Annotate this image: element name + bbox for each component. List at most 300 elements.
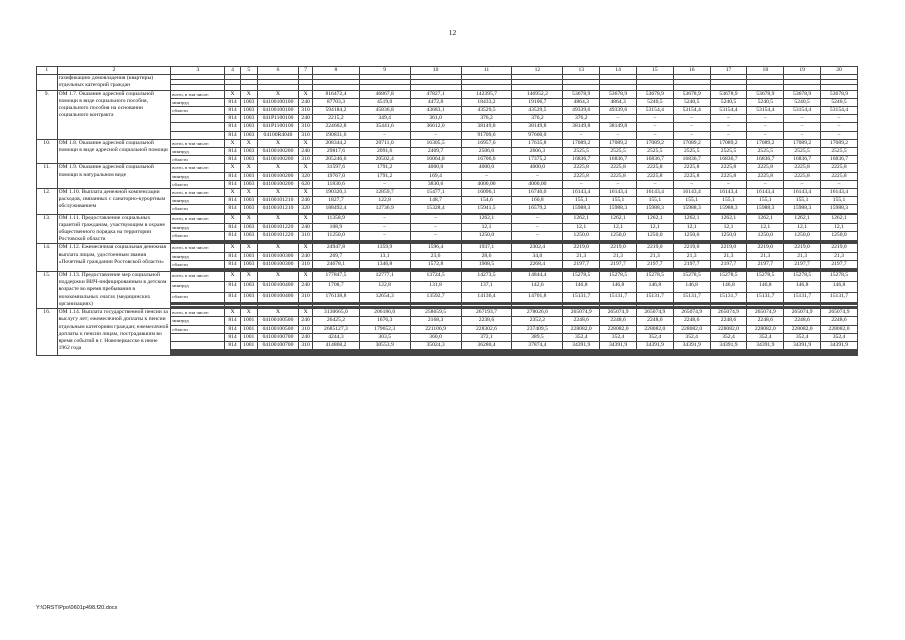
amount-cell: 2225,8 xyxy=(710,164,747,172)
amount-cell: 15278,5 xyxy=(636,272,673,282)
amount-cell: 146,8 xyxy=(636,282,673,292)
executor-cell: области xyxy=(171,325,225,333)
csr-code: 04100100200 xyxy=(257,180,298,188)
rzpr-code: 1003 xyxy=(240,98,257,106)
csr-code: 04100100700 xyxy=(257,341,298,349)
amount-cell: 15131,7 xyxy=(821,292,858,302)
amount-cell: 16836,7 xyxy=(747,156,784,164)
amount-cell: 20502,4 xyxy=(359,156,410,164)
amount-cell: 2225,8 xyxy=(747,164,784,172)
empty-cell xyxy=(359,355,410,356)
amount-cell: – xyxy=(512,232,563,241)
table-header-row xyxy=(37,67,858,75)
amount-cell: 53678,9 xyxy=(673,90,710,98)
column-header: 9 xyxy=(359,67,410,75)
amount-cell: 43529,5 xyxy=(512,107,563,115)
rzpr-code: 1003 xyxy=(240,131,257,139)
row-number: 9. xyxy=(37,90,58,139)
rzpr-code: 1003 xyxy=(240,197,257,205)
vr-code: X xyxy=(299,214,313,223)
amount-cell: 16836,7 xyxy=(563,156,600,164)
amount-cell: 352,4 xyxy=(710,333,747,341)
amount-cell: – xyxy=(784,131,821,139)
measure-name: ОМ 1.8. Оказание адресной социальной помощи в виде адресной социальной помощи xyxy=(57,139,171,164)
amount-cell: 160,8 xyxy=(512,197,563,205)
amount-cell: – xyxy=(410,223,461,232)
row-number: 13. xyxy=(37,214,58,244)
executor-cell: минтруд xyxy=(171,252,225,260)
amount-cell: – xyxy=(710,123,747,131)
amount-cell: 15131,7 xyxy=(747,292,784,302)
amount-cell: 3130665,0 xyxy=(313,309,360,317)
executor-cell: области xyxy=(171,205,225,213)
table-row xyxy=(37,309,858,317)
amount-cell: 2197,7 xyxy=(821,260,858,268)
amount-cell: 15988,3 xyxy=(563,205,600,213)
amount-cell: 34391,9 xyxy=(747,341,784,349)
amount-cell: 49339,6 xyxy=(600,107,637,115)
amount-cell: 2225,8 xyxy=(821,164,858,172)
rzpr-code: 1003 xyxy=(240,205,257,213)
amount-cell: 155,1 xyxy=(636,197,673,205)
amount-cell: 228302,6 xyxy=(461,325,512,333)
amount-cell: 21,3 xyxy=(563,252,600,260)
amount-cell: 155,1 xyxy=(710,197,747,205)
amount-cell: 21,3 xyxy=(747,252,784,260)
amount-cell: 1596,4 xyxy=(410,244,461,252)
amount-cell: 15328,4 xyxy=(410,205,461,213)
row-number: 12. xyxy=(37,189,58,215)
amount-cell: – xyxy=(673,131,710,139)
executor-cell xyxy=(171,333,225,341)
amount-cell: 13592,7 xyxy=(410,292,461,302)
table-row xyxy=(37,164,858,172)
rzpr-code: 1001 xyxy=(240,333,257,341)
amount-cell: 1262,1 xyxy=(636,214,673,223)
table-row xyxy=(37,272,858,282)
amount-cell: 16143,4 xyxy=(600,189,637,197)
amount-cell: 2225,8 xyxy=(821,172,858,180)
amount-cell: 258659,5 xyxy=(410,309,461,317)
amount-cell: – xyxy=(359,131,410,139)
amount-cell: 16740,0 xyxy=(512,189,563,197)
amount-cell: 4244,3 xyxy=(313,333,360,341)
rzpr-code: 1001 xyxy=(240,341,257,349)
csr-code: X xyxy=(257,309,298,317)
amount-cell: 1572,8 xyxy=(410,260,461,268)
amount-cell: 17089,2 xyxy=(600,139,637,147)
vr-code: 240 xyxy=(299,223,313,232)
amount-cell: 1708,7 xyxy=(313,282,360,292)
amount-cell: 16143,4 xyxy=(563,189,600,197)
amount-cell: 1250,0 xyxy=(673,232,710,241)
budget-table-wrap xyxy=(36,66,858,356)
amount-cell: 12,1 xyxy=(747,223,784,232)
amount-cell: 38149,8 xyxy=(461,123,512,131)
amount-cell: – xyxy=(359,214,410,223)
budget-table xyxy=(36,66,858,356)
amount-cell: 269,7 xyxy=(313,252,360,260)
amount-cell: 169,4 xyxy=(410,172,461,180)
measure-name: ОМ 1.14. Выплата государственной пенсии за выслугу лет; ежемесячной доплаты к пенсии отдельным категориям граждан; ежемесячной доплаты к пенсии лицам, пострадавшим во время событий в г. Новочеркасске в июне 1962 года xyxy=(57,309,171,356)
amount-cell: 122,8 xyxy=(359,197,410,205)
amount-cell: 21,3 xyxy=(784,252,821,260)
grbs-code: 814 xyxy=(225,197,240,205)
empty-cell xyxy=(784,355,821,356)
amount-cell: 1262,1 xyxy=(461,214,512,223)
amount-cell: 2238,6 xyxy=(461,317,512,325)
amount-cell: 21,3 xyxy=(636,252,673,260)
vr-code: 240 xyxy=(299,252,313,260)
amount-cell: 31597,6 xyxy=(313,164,360,172)
column-header: 3 xyxy=(171,67,225,75)
row-number xyxy=(37,75,58,90)
amount-cell: 2091,6 xyxy=(359,148,410,156)
column-header: 12 xyxy=(512,67,563,75)
vr-code: 310 xyxy=(299,325,313,333)
amount-cell: 34391,9 xyxy=(673,341,710,349)
amount-cell: 16143,4 xyxy=(636,189,673,197)
amount-cell: 53678,9 xyxy=(600,90,637,98)
vr-code: X xyxy=(299,272,313,282)
amount-cell: 1791,2 xyxy=(359,164,410,172)
vr-code: 240 xyxy=(299,115,313,123)
amount-cell: 14136,4 xyxy=(461,292,512,302)
table-row xyxy=(37,214,858,223)
amount-cell: 4000,00 xyxy=(512,180,563,188)
vr-code: X xyxy=(299,244,313,252)
csr-code: 04100101210 xyxy=(257,197,298,205)
amount-cell: 45836,8 xyxy=(359,107,410,115)
vr-code: 310 xyxy=(299,292,313,302)
amount-cell: 15988,3 xyxy=(784,205,821,213)
amount-cell: 43683,1 xyxy=(410,107,461,115)
amount-cell: 17089,2 xyxy=(673,139,710,147)
amount-cell: 11830,6 xyxy=(313,180,360,188)
rzpr-code: 1003 xyxy=(240,292,257,302)
grbs-code: 814 xyxy=(225,232,240,241)
amount-cell: – xyxy=(563,180,600,188)
amount-cell: 2219,0 xyxy=(710,244,747,252)
amount-cell: 16706,6 xyxy=(461,156,512,164)
amount-cell: 15131,7 xyxy=(673,292,710,302)
amount-cell: 2248,6 xyxy=(563,317,600,325)
amount-cell: 2197,7 xyxy=(673,260,710,268)
amount-cell: 146952,2 xyxy=(512,90,563,98)
measure-name: ОМ 1.11. Предоставление социальных гарантий гражданам, участвующим в охране общественного порядка на территории Ростовской области xyxy=(57,214,171,244)
amount-cell: 53678,9 xyxy=(747,90,784,98)
amount-cell: 2248,6 xyxy=(710,317,747,325)
amount-cell: 16143,4 xyxy=(710,189,747,197)
amount-cell: 12736,9 xyxy=(359,205,410,213)
amount-cell: 352,4 xyxy=(636,333,673,341)
amount-cell: 34391,9 xyxy=(636,341,673,349)
amount-cell: 15477,1 xyxy=(410,189,461,197)
amount-cell: 177847,5 xyxy=(313,272,360,282)
amount-cell: 16836,7 xyxy=(673,156,710,164)
measure-name: ОМ 1.12. Ежемесячная социальная денежная выплата лицам, удостоенным звания «Почетный гражданин Ростовской области» xyxy=(57,244,171,272)
amount-cell: 16836,7 xyxy=(710,156,747,164)
amount-cell: 122,8 xyxy=(359,282,410,292)
vr-code: 240 xyxy=(299,148,313,156)
amount-cell: 376,2 xyxy=(512,115,563,123)
amount-cell: 53154,4 xyxy=(636,107,673,115)
amount-cell: 228082,0 xyxy=(600,325,637,333)
executor-cell: области xyxy=(171,232,225,241)
csr-code: 04100100700 xyxy=(257,333,298,341)
empty-cell xyxy=(240,355,257,356)
amount-cell: 34,0 xyxy=(512,252,563,260)
column-header: 20 xyxy=(821,67,858,75)
amount-cell: 2225,8 xyxy=(636,172,673,180)
rzpr-code: 1003 xyxy=(240,223,257,232)
grbs-code: 814 xyxy=(225,317,240,325)
grbs-code: 814 xyxy=(225,107,240,115)
csr-code: X xyxy=(257,272,298,282)
amount-cell: 224662,8 xyxy=(313,123,360,131)
amount-cell: 24678,1 xyxy=(313,260,360,268)
executor-cell: области xyxy=(171,292,225,302)
row-number: 15. xyxy=(37,272,58,309)
amount-cell: – xyxy=(673,180,710,188)
amount-cell: – xyxy=(636,180,673,188)
amount-cell: 5240,5 xyxy=(821,98,858,106)
amount-cell: 137,1 xyxy=(461,282,512,292)
amount-cell: 154,6 xyxy=(461,197,512,205)
amount-cell: 37874,4 xyxy=(512,341,563,349)
amount-cell: 53154,4 xyxy=(710,107,747,115)
executor-cell: минтруд xyxy=(171,148,225,156)
csr-code: 04100100100 xyxy=(257,107,298,115)
amount-cell: – xyxy=(710,131,747,139)
amount-cell: – xyxy=(673,123,710,131)
amount-cell: 816472,4 xyxy=(313,90,360,98)
amount-cell: 19767,0 xyxy=(313,172,360,180)
amount-cell: 15131,7 xyxy=(710,292,747,302)
amount-cell: – xyxy=(600,115,637,123)
amount-cell: 21,3 xyxy=(821,252,858,260)
row-number: 14. xyxy=(37,244,58,272)
amount-cell: 2525,5 xyxy=(710,148,747,156)
amount-cell: 146,8 xyxy=(600,282,637,292)
amount-cell: 11250,0 xyxy=(313,232,360,241)
amount-cell: 14273,5 xyxy=(461,272,512,282)
amount-cell: 2225,8 xyxy=(673,164,710,172)
csr-code: 04100100100 xyxy=(257,98,298,106)
executor-cell xyxy=(171,131,225,139)
amount-cell: 265074,9 xyxy=(821,309,858,317)
amount-cell: 16836,7 xyxy=(821,156,858,164)
amount-cell: 15278,5 xyxy=(600,272,637,282)
amount-cell: 53154,4 xyxy=(821,107,858,115)
amount-cell: 87703,3 xyxy=(313,98,360,106)
rzpr-code: X xyxy=(240,139,257,147)
amount-cell: 17635,8 xyxy=(512,139,563,147)
grbs-code: X xyxy=(225,214,240,223)
amount-cell: 352,4 xyxy=(673,333,710,341)
grbs-code: 814 xyxy=(225,205,240,213)
grbs-code: X xyxy=(225,309,240,317)
amount-cell: 228082,0 xyxy=(821,325,858,333)
grbs-code: 814 xyxy=(225,260,240,268)
amount-cell: – xyxy=(710,115,747,123)
amount-cell: 1827,7 xyxy=(313,197,360,205)
amount-cell: – xyxy=(410,232,461,241)
rzpr-code: X xyxy=(240,189,257,197)
amount-cell: 47827,1 xyxy=(410,90,461,98)
amount-cell: 142395,7 xyxy=(461,90,512,98)
amount-cell: 594184,2 xyxy=(313,107,360,115)
amount-cell: 349,4 xyxy=(359,115,410,123)
grbs-code: 814 xyxy=(225,115,240,123)
amount-cell: 1250,0 xyxy=(747,232,784,241)
vr-code: X xyxy=(299,309,313,317)
amount-cell: 1359,9 xyxy=(359,244,410,252)
amount-cell: 15278,5 xyxy=(821,272,858,282)
amount-cell: 190320,1 xyxy=(313,189,360,197)
amount-cell: 5240,5 xyxy=(747,98,784,106)
amount-cell: 12,1 xyxy=(636,223,673,232)
amount-cell: 2219,0 xyxy=(563,244,600,252)
amount-cell: 2219,0 xyxy=(821,244,858,252)
amount-cell: 16143,4 xyxy=(673,189,710,197)
amount-cell: – xyxy=(410,131,461,139)
amount-cell: 12,1 xyxy=(784,223,821,232)
column-header: 18 xyxy=(747,67,784,75)
amount-cell: 142,6 xyxy=(512,282,563,292)
empty-cell xyxy=(673,355,710,356)
amount-cell: 146,8 xyxy=(821,282,858,292)
amount-cell: 2606,3 xyxy=(512,148,563,156)
vr-code: 240 xyxy=(299,333,313,341)
amount-cell: 15131,7 xyxy=(636,292,673,302)
vr-code: 320 xyxy=(299,172,313,180)
amount-cell: 146,8 xyxy=(747,282,784,292)
measure-name: газификацию домовладения (квартиры) отдельных категорий граждан xyxy=(57,75,171,90)
amount-cell: 1262,1 xyxy=(747,214,784,223)
amount-cell: 17089,2 xyxy=(636,139,673,147)
amount-cell: 2685127,3 xyxy=(313,325,360,333)
amount-cell: 15988,3 xyxy=(821,205,858,213)
amount-cell: 15278,5 xyxy=(710,272,747,282)
csr-code: 04100100200 xyxy=(257,172,298,180)
amount-cell: 2248,6 xyxy=(600,317,637,325)
csr-code: X xyxy=(257,90,298,98)
executor-cell: области xyxy=(171,260,225,268)
csr-code: 041Р1100100 xyxy=(257,115,298,123)
amount-cell: 303,5 xyxy=(359,333,410,341)
amount-cell: 15988,3 xyxy=(600,205,637,213)
row-number: 16. xyxy=(37,309,58,356)
grbs-code: 814 xyxy=(225,123,240,131)
amount-cell: – xyxy=(636,131,673,139)
amount-cell: 360,0 xyxy=(410,333,461,341)
amount-cell: 21,3 xyxy=(600,252,637,260)
amount-cell: 53678,9 xyxy=(821,90,858,98)
csr-code: 04100100500 xyxy=(257,317,298,325)
amount-cell: 228082,0 xyxy=(747,325,784,333)
amount-cell: 17375,2 xyxy=(512,156,563,164)
executor-cell: всего, в том числе: xyxy=(171,90,225,98)
amount-cell: – xyxy=(821,180,858,188)
amount-cell: 414868,2 xyxy=(313,341,360,349)
amount-cell: 265074,9 xyxy=(747,309,784,317)
amount-cell: 205246,6 xyxy=(313,156,360,164)
amount-cell: 2225,8 xyxy=(563,172,600,180)
amount-cell: 36280,4 xyxy=(461,341,512,349)
row-number: 10. xyxy=(37,139,58,164)
vr-code: X xyxy=(299,164,313,172)
amount-cell: 4000,0 xyxy=(410,164,461,172)
amount-cell: 35024,3 xyxy=(410,341,461,349)
amount-cell: 2225,8 xyxy=(784,164,821,172)
amount-cell: 2197,7 xyxy=(600,260,637,268)
executor-cell: всего, в том числе: xyxy=(171,309,225,317)
empty-cell xyxy=(299,355,313,356)
amount-cell: 2225,8 xyxy=(784,172,821,180)
rzpr-code: X xyxy=(240,309,257,317)
executor-cell: минтруд xyxy=(171,98,225,106)
amount-cell: – xyxy=(747,131,784,139)
page-number: 12 xyxy=(448,28,457,37)
column-header: 13 xyxy=(563,67,600,75)
amount-cell: 12654,3 xyxy=(359,292,410,302)
csr-code: 04100100200 xyxy=(257,148,298,156)
amount-cell: – xyxy=(710,180,747,188)
amount-cell: 46867,8 xyxy=(359,90,410,98)
column-header: 6 xyxy=(257,67,298,75)
csr-code: X xyxy=(257,139,298,147)
amount-cell: – xyxy=(410,214,461,223)
amount-cell: 148,7 xyxy=(410,197,461,205)
amount-cell: 2197,7 xyxy=(747,260,784,268)
empty-cell xyxy=(821,355,858,356)
amount-cell: 2352,2 xyxy=(512,317,563,325)
amount-cell: 16957,6 xyxy=(461,139,512,147)
grbs-code: 814 xyxy=(225,333,240,341)
amount-cell: 2248,6 xyxy=(636,317,673,325)
amount-cell: 13724,5 xyxy=(410,272,461,282)
vr-code: 320 xyxy=(299,205,313,213)
column-header: 1 xyxy=(37,67,58,75)
amount-cell: 4864,3 xyxy=(563,98,600,106)
grbs-code: X xyxy=(225,189,240,197)
column-header: 16 xyxy=(673,67,710,75)
vr-code: 240 xyxy=(299,282,313,292)
grbs-code: 814 xyxy=(225,325,240,333)
amount-cell: 53154,4 xyxy=(673,107,710,115)
amount-cell: 17089,2 xyxy=(784,139,821,147)
amount-cell: 1262,1 xyxy=(600,214,637,223)
amount-cell: 352,4 xyxy=(600,333,637,341)
amount-cell: 2248,6 xyxy=(821,317,858,325)
amount-cell: 16096,1 xyxy=(461,189,512,197)
amount-cell: 16579,2 xyxy=(512,205,563,213)
executor-cell: минтруд xyxy=(171,282,225,292)
amount-cell: – xyxy=(784,180,821,188)
amount-cell: 265074,9 xyxy=(563,309,600,317)
amount-cell: 2197,7 xyxy=(636,260,673,268)
amount-cell: 29817,6 xyxy=(313,148,360,156)
vr-code: X xyxy=(299,90,313,98)
amount-cell: 12,1 xyxy=(821,223,858,232)
amount-cell: 2248,6 xyxy=(673,317,710,325)
amount-cell: 265074,9 xyxy=(673,309,710,317)
amount-cell: 2525,5 xyxy=(673,148,710,156)
amount-cell: – xyxy=(821,115,858,123)
amount-cell: 1250,0 xyxy=(821,232,858,241)
amount-cell: 376,2 xyxy=(563,115,600,123)
